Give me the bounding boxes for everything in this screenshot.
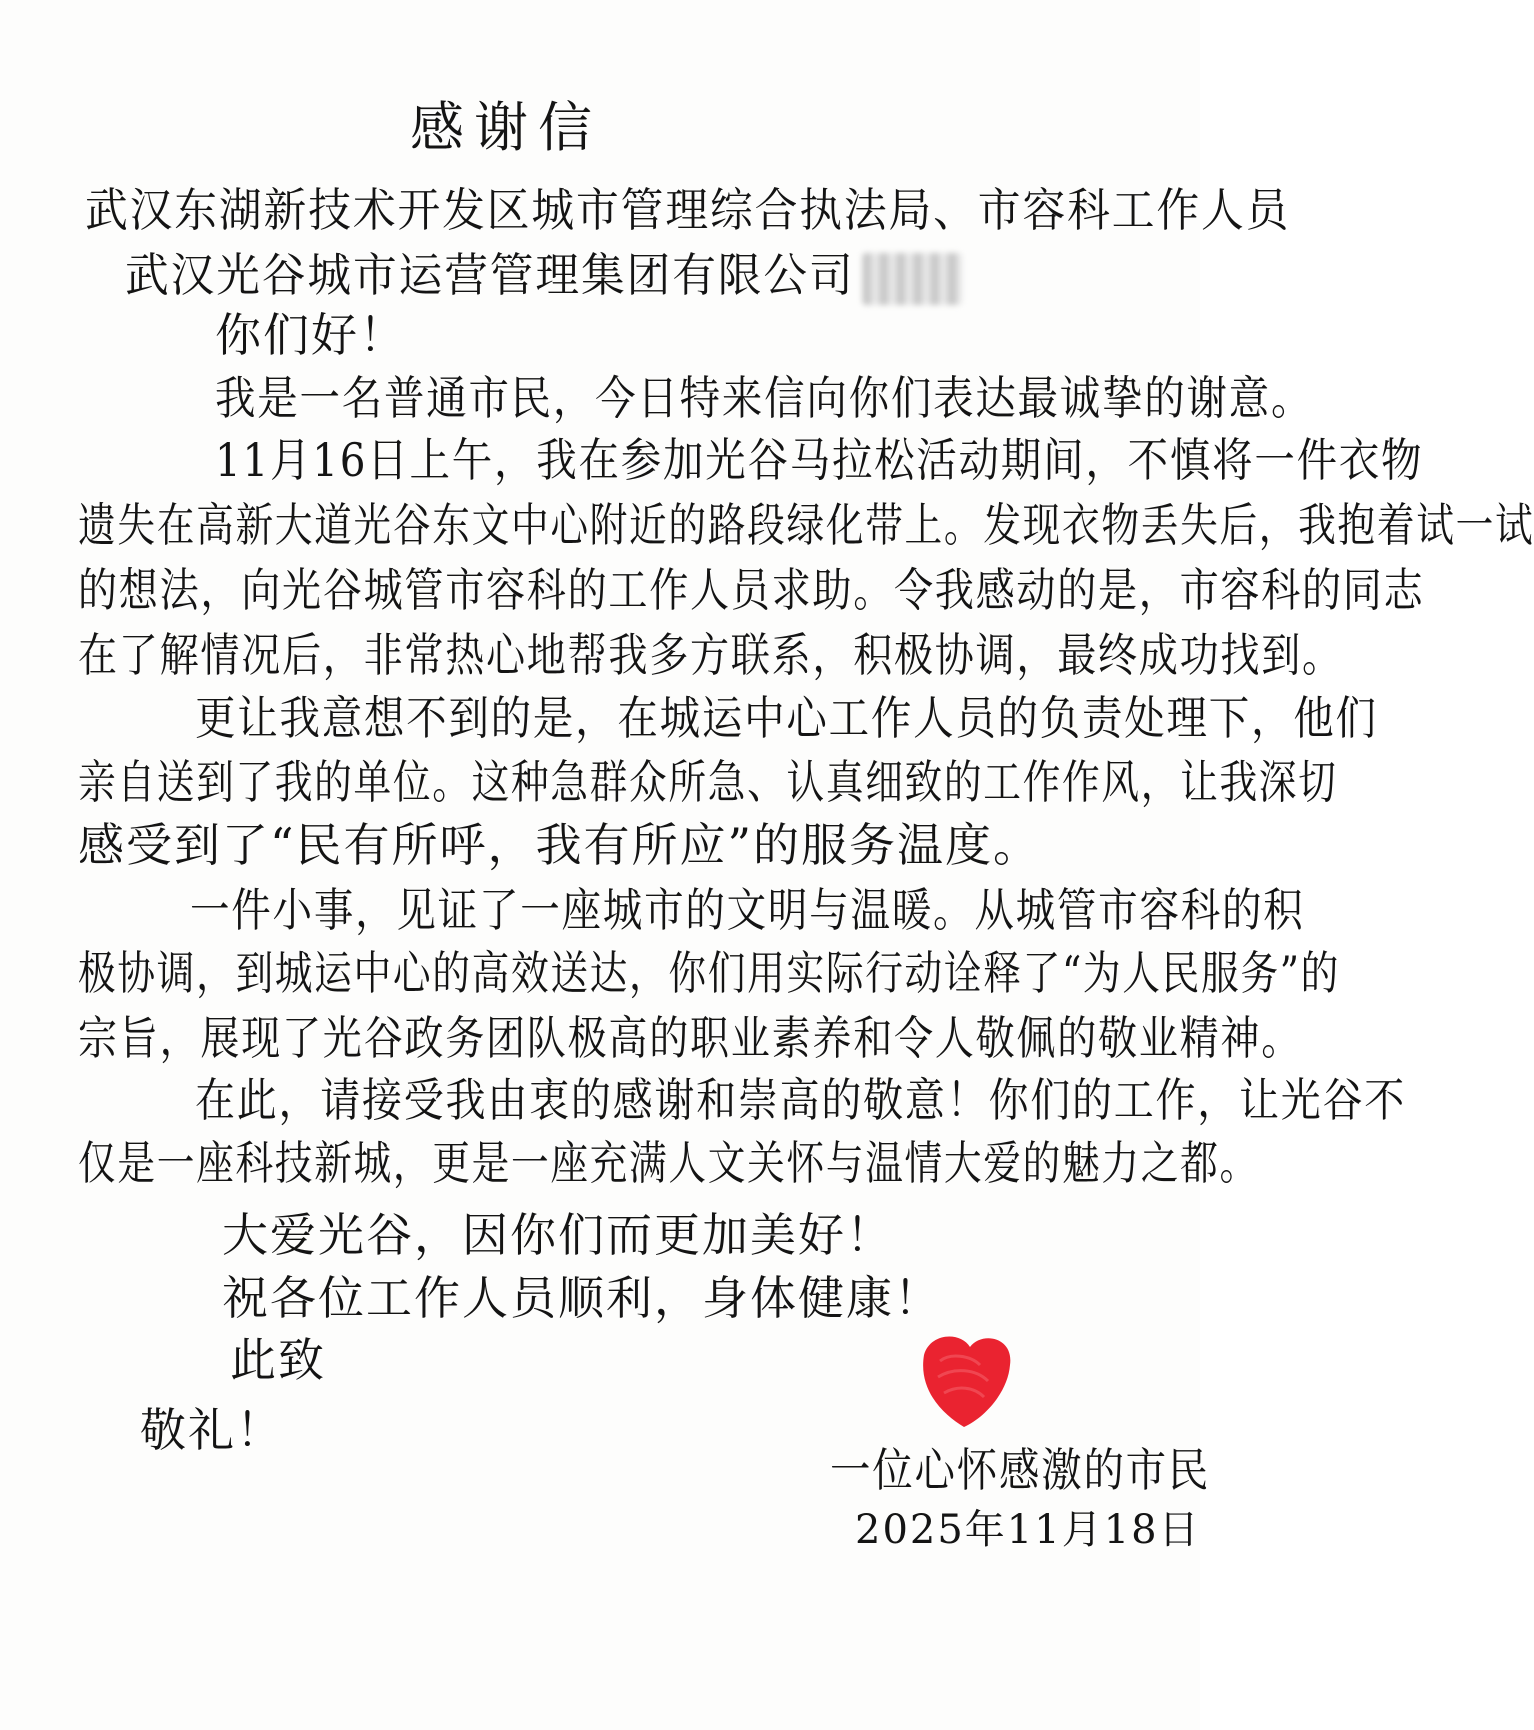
closing-line-1: 大爱光谷，因你们而更加美好！ — [222, 1208, 894, 1262]
signature: 一位心怀感激的市民 — [830, 1443, 1211, 1497]
letter-title: 感谢信 — [410, 96, 602, 159]
body-line-6: 更让我意想不到的是，在城运中心工作人员的负责处理下，他们 — [195, 691, 1378, 745]
body-line-5: 在了解情况后，非常热心地帮我多方联系，积极协调，最终成功找到。 — [78, 628, 1343, 682]
sign-off-jing-li: 敬礼！ — [140, 1403, 284, 1457]
body-line-11: 宗旨，展现了光谷政务团队极高的职业素养和令人敬佩的敬业精神。 — [78, 1011, 1302, 1065]
closing-line-2: 祝各位工作人员顺利，身体健康！ — [222, 1271, 942, 1325]
body-line-8: 感受到了“民有所呼，我有所应”的服务温度。 — [78, 818, 1042, 872]
body-line-10: 极协调，到城运中心的高效送达，你们用实际行动诠释了“为人民服务”的 — [78, 946, 1341, 1000]
sign-off-ci-zhi: 此致 — [230, 1333, 326, 1387]
recipient-line-2 — [125, 245, 962, 305]
body-line-9: 一件小事，见证了一座城市的文明与温暖。从城管市容科的积 — [190, 883, 1305, 937]
body-line-12: 在此，请接受我由衷的感谢和崇高的敬意！你们的工作，让光谷不 — [195, 1073, 1407, 1127]
body-line-7: 亲自送到了我的单位。这种急群众所急、认真细致的工作作风，让我深切 — [78, 755, 1338, 809]
letter-date: 2025年11月18日 — [855, 1507, 1201, 1553]
body-line-13: 仅是一座科技新城，更是一座充满人文关怀与温情大爱的魅力之都。 — [78, 1136, 1259, 1190]
body-line-2: 11月16日上午，我在参加光谷马拉松活动期间，不慎将一件衣物 — [215, 433, 1424, 487]
recipient-company: 武汉光谷城市运营管理集团有限公司 — [125, 248, 855, 302]
recipient-line-1: 武汉东湖新技术开发区城市管理综合执法局、市容科工作人员 — [85, 183, 1291, 237]
body-line-4: 的想法，向光谷城管市容科的工作人员求助。令我感动的是，市容科的同志 — [78, 563, 1425, 617]
body-line-3: 遗失在高新大道光谷东文中心附近的路段绿化带上。发现衣物丢失后，我抱着试一试 — [78, 498, 1534, 552]
redacted-name-blur — [862, 253, 962, 305]
greeting: 你们好！ — [215, 308, 407, 362]
body-line-1: 我是一名普通市民，今日特来信向你们表达最诚挚的谢意。 — [215, 371, 1314, 425]
red-fingerprint-seal — [910, 1325, 1020, 1435]
